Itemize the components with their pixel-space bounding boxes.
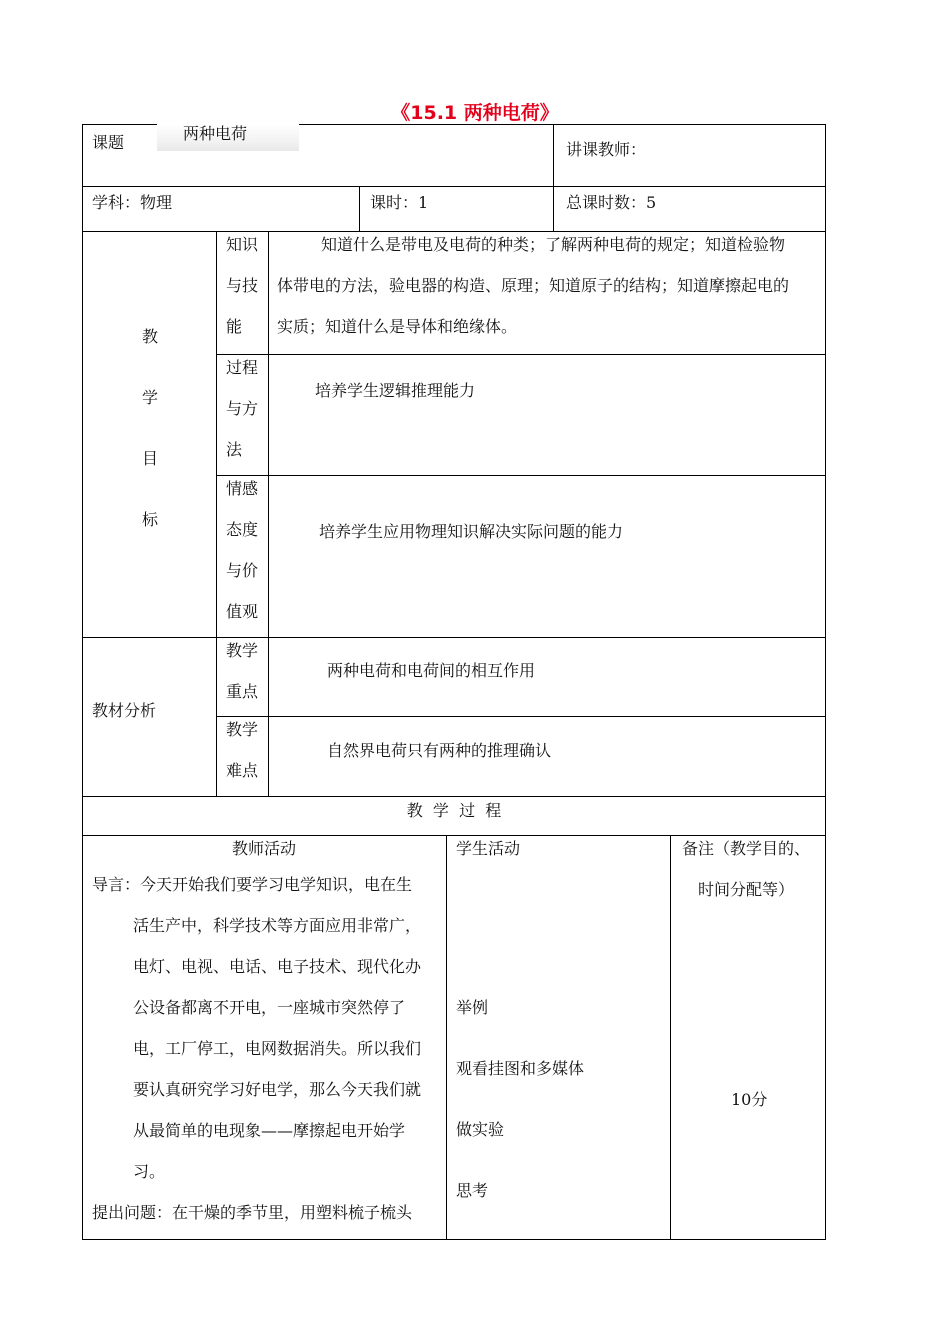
teacher-activity-header: 教师活动 bbox=[231, 839, 296, 858]
emotion-value-content: 培养学生应用物理知识解决实际问题的能力 bbox=[319, 522, 624, 541]
student-item: 观看挂图和多媒体 bbox=[456, 1059, 585, 1078]
student-item: 思考 bbox=[456, 1181, 489, 1200]
topic-value: 两种电荷 bbox=[157, 124, 299, 151]
subject-cell: 学科：物理 bbox=[92, 193, 173, 212]
document-title: 《15.1 两种电荷》 bbox=[391, 102, 559, 124]
note-time: 10分 bbox=[731, 1090, 768, 1109]
student-item: 举例 bbox=[456, 998, 489, 1017]
topic-label: 课题 bbox=[92, 133, 125, 152]
total-hours-cell: 总课时数：5 bbox=[566, 193, 657, 212]
material-label: 教材分析 bbox=[92, 701, 157, 720]
teacher-activity-text: 导言：今天开始我们要学习电学知识，电在生 活生产中，科学技术等方面应用非常广， 电灯、电视、电话、电子技术、现代化办 公设备都离不开电，一座城市突然停了 电，工厂停工，电网数据消失。所以我们 要认真研究学习好电学，那么今天我们就 从最简单的电现象——摩擦起电开始学 习。 提出问题：在干燥的季节里，用塑料梳子梳头 bbox=[92, 875, 422, 1222]
process-method-content: 培养学生逻辑推理能力 bbox=[315, 381, 476, 400]
student-activity-header: 学生活动 bbox=[456, 839, 521, 858]
teacher-label: 讲课教师： bbox=[566, 140, 647, 159]
process-heading: 教 学 过 程 bbox=[406, 801, 502, 820]
difficulty-content: 自然界电荷只有两种的推理确认 bbox=[327, 741, 552, 760]
knowledge-skill-content: 知道什么是带电及电荷的种类；了解两种电荷的规定；知道检验物 体带电的方法，验电器的构造、原理；知道原子的结构；知道摩擦起电的 实质；知道什么是导体和绝缘体。 bbox=[277, 235, 790, 336]
key-point-content: 两种电荷和电荷间的相互作用 bbox=[327, 661, 536, 680]
hours-cell: 课时：1 bbox=[370, 193, 429, 212]
student-item: 做实验 bbox=[456, 1120, 505, 1139]
